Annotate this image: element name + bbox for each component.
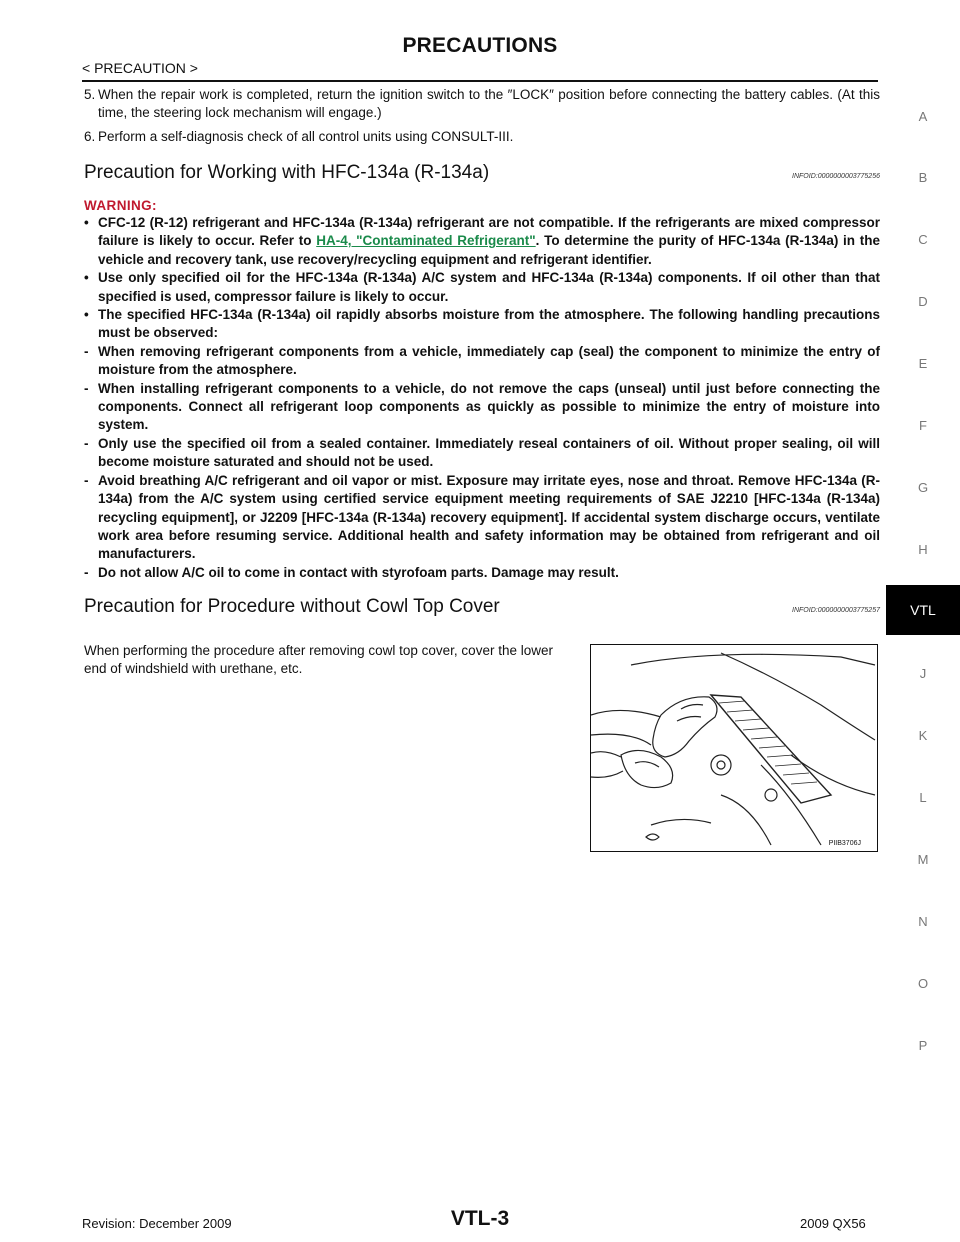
dash-mark: - <box>84 343 89 359</box>
step-text: Perform a self-diagnosis check of all control units using CONSULT-III. <box>98 129 514 144</box>
header-rule <box>82 80 878 82</box>
section-heading: Precaution for Procedure without Cowl Top Cover <box>84 596 500 618</box>
warning-text: Avoid breathing A/C refrigerant and oil vapor or mist. Exposure may irritate eyes, nose and throat. Remove HFC-134a (R-134a) from the A/C system using certified service equipment meeting requirements of SAE J2210 [HFC-134a (R-134a) recycling equipment], or J2209 [HFC-134a (R-134a) recovery equipment]. If accidental system discharge occurs, ventilate work area before resuming service. Additional health and safety information may be obtained from refrigerant and oil manufacturers. <box>98 472 880 562</box>
footer-model: 2009 QX56 <box>800 1216 866 1231</box>
footer-revision: Revision: December 2009 <box>82 1216 232 1231</box>
page-number: VTL-3 <box>450 1207 510 1230</box>
side-tab-e[interactable]: E <box>918 356 928 371</box>
cowl-figure <box>590 644 878 852</box>
info-id: INFOID:0000000003775257 <box>792 607 880 615</box>
step-number: 6. <box>84 129 96 144</box>
page-title: PRECAUTIONS <box>402 34 558 57</box>
warning-subitem <box>84 343 880 380</box>
side-tab-f[interactable]: F <box>919 418 927 433</box>
warning-text: When removing refrigerant components from a vehicle, immediately cap (seal) the component to minimize the entry of moisture from the atmosphere. <box>98 343 880 378</box>
warning-text: Do not allow A/C oil to come in contact with styrofoam parts. Damage may result. <box>98 564 619 580</box>
dash-mark: - <box>84 435 89 451</box>
cowl-section-heading <box>84 596 880 618</box>
side-tab-b[interactable]: B <box>918 170 928 185</box>
side-tab-p[interactable]: P <box>918 1038 928 1053</box>
side-tab-n[interactable]: N <box>918 914 928 929</box>
side-tab-strip <box>886 0 960 1242</box>
warning-text: CFC-12 (R-12) refrigerant and HFC-134a (R-134a) refrigerant are not compatible. If the refrigerants are mixed compressor failure is likely to occur. Refer to <box>98 215 880 249</box>
warning-subitem <box>84 380 880 435</box>
warning-item <box>84 306 880 343</box>
side-tab-o[interactable]: O <box>917 976 929 991</box>
side-tab-m[interactable]: M <box>917 852 929 867</box>
warning-text: When installing refrigerant components to a vehicle, do not remove the caps (unseal) until just before connecting the components. Connect all refrigerant loop components as quickly as possible to minimize the entry of moisture into system. <box>98 380 880 433</box>
warning-subitem <box>84 435 880 472</box>
side-tab-vtl-active[interactable]: VTL <box>886 585 960 635</box>
bullet-mark: • <box>84 307 89 323</box>
side-tab-j[interactable]: J <box>919 666 927 681</box>
contaminated-refrigerant-link[interactable]: HA-4, "Contaminated Refrigerant" <box>316 233 536 249</box>
step-number: 5. <box>84 87 96 102</box>
refrigerant-section-heading <box>84 162 880 184</box>
bullet-mark: • <box>84 270 89 286</box>
info-id: INFOID:0000000003775256 <box>792 173 880 180</box>
warning-item <box>84 214 880 269</box>
side-tab-h[interactable]: H <box>918 542 928 557</box>
side-tab-k[interactable]: K <box>918 728 928 743</box>
dash-mark: - <box>84 472 89 488</box>
windshield-cover-illustration <box>591 645 877 851</box>
side-tab-d[interactable]: D <box>918 294 928 309</box>
warning-item <box>84 269 880 306</box>
dash-mark: - <box>84 564 89 580</box>
warning-text: Use only specified oil for the HFC-134a (R-134a) A/C system and HFC-134a (R-134a) components. If oil other than that specified is used, compressor failure is likely to occur. <box>98 270 880 304</box>
step-text: When the repair work is completed, return the ignition switch to the ″LOCK″ position before connecting the battery cables. (At this time, the steering lock mechanism will engage.) <box>98 87 880 120</box>
warning-subitem <box>84 472 880 564</box>
side-tab-a[interactable]: A <box>918 109 928 124</box>
bullet-mark: • <box>84 215 89 230</box>
main-content <box>84 86 880 632</box>
warning-text: Only use the specified oil from a sealed container. Immediately reseal containers of oil. Without proper sealing, oil will become moisture saturated and should not be used. <box>98 435 880 470</box>
warning-subitem <box>84 564 880 582</box>
side-tab-c[interactable]: C <box>918 232 928 247</box>
section-heading: Precaution for Working with HFC-134a (R-134a) <box>84 162 490 183</box>
side-tab-g[interactable]: G <box>917 480 929 495</box>
warning-text: The specified HFC-134a (R-134a) oil rapidly absorbs moisture from the atmosphere. The following handling precautions must be observed: <box>98 307 880 341</box>
warning-label: WARNING: <box>84 198 157 213</box>
step-6 <box>84 128 880 146</box>
cowl-body-text: When performing the procedure after removing cowl top cover, cover the lower end of windshield with urethane, etc. <box>84 643 553 676</box>
figure-code: PIIB3706J <box>828 840 861 847</box>
section-path: < PRECAUTION > <box>82 60 198 76</box>
dash-mark: - <box>84 380 89 396</box>
side-tab-l[interactable]: L <box>919 790 927 805</box>
step-5 <box>84 86 880 122</box>
warning-text: . To determine the purity of HFC-134a (R-134a) in the vehicle and recovery tank, use recovery/recycling equipment and refrigerant identifier. <box>98 233 880 267</box>
